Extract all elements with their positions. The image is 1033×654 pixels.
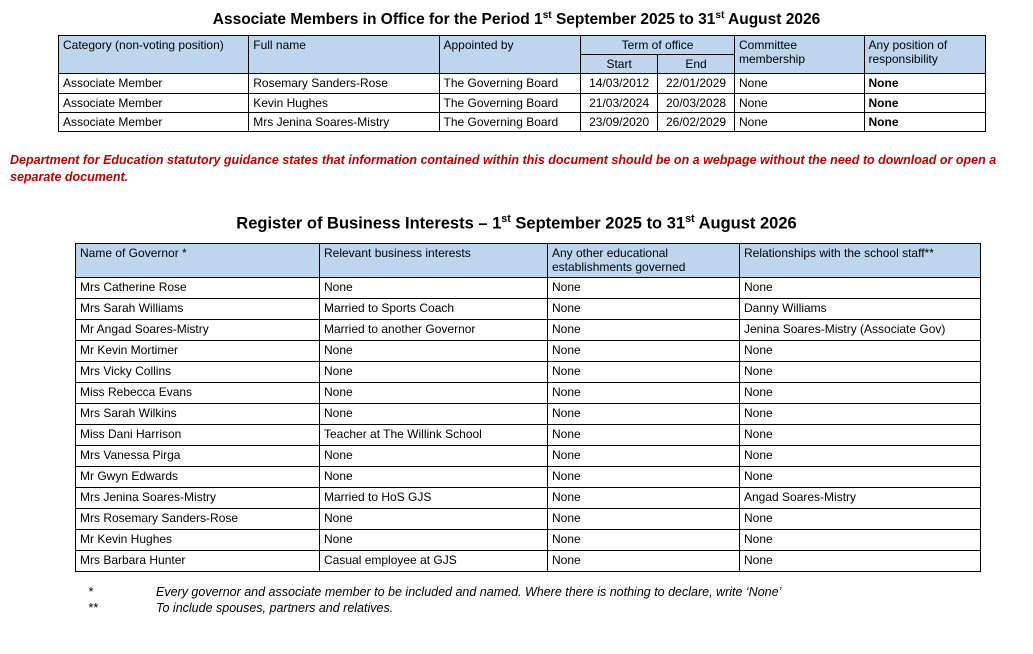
cell-governor: Miss Rebecca Evans	[76, 382, 320, 403]
column-header-governor-name: Name of Governor *	[76, 244, 320, 277]
footnote-marker: **	[88, 601, 98, 616]
cell-establishments: None	[548, 298, 740, 319]
cell-start: 14/03/2012	[581, 74, 658, 93]
cell-relationships: None	[740, 424, 981, 445]
column-header-establishments-governed: Any other educational establishments governed	[548, 244, 740, 277]
cell-category: Associate Member	[59, 74, 249, 93]
cell-interests: Married to Sports Coach	[320, 298, 548, 319]
column-header-end: End	[658, 55, 735, 74]
cell-establishments: None	[548, 529, 740, 550]
business-interests-table	[75, 243, 981, 571]
footnote-item	[88, 600, 1033, 617]
cell-governor: Mrs Sarah Williams	[76, 298, 320, 319]
cell-governor: Mr Kevin Hughes	[76, 529, 320, 550]
cell-establishments: None	[548, 277, 740, 298]
cell-appointed-by: The Governing Board	[439, 112, 581, 131]
column-header-business-interests: Relevant business interests	[320, 244, 548, 277]
cell-relationships: None	[740, 466, 981, 487]
register-title-part-1: Register of Business Interests – 1	[236, 214, 502, 233]
table-row	[76, 445, 981, 466]
cell-governor: Mrs Vicky Collins	[76, 361, 320, 382]
table-row	[76, 382, 981, 403]
table-header-row	[59, 36, 986, 55]
cell-interests: None	[320, 277, 548, 298]
cell-interests: None	[320, 508, 548, 529]
table-row	[76, 424, 981, 445]
cell-establishments: None	[548, 487, 740, 508]
cell-end: 22/01/2029	[658, 74, 735, 93]
table-row	[76, 466, 981, 487]
cell-governor: Mr Gwyn Edwards	[76, 466, 320, 487]
cell-governor: Mrs Jenina Soares-Mistry	[76, 487, 320, 508]
register-title-part-2: September 2025 to 31	[510, 214, 686, 233]
cell-relationships: Angad Soares-Mistry	[740, 487, 981, 508]
column-header-category: Category (non-voting position)	[59, 36, 249, 74]
cell-establishments: None	[548, 319, 740, 340]
cell-establishments: None	[548, 424, 740, 445]
cell-full-name: Rosemary Sanders-Rose	[249, 74, 439, 93]
cell-relationships: None	[740, 361, 981, 382]
cell-committee: None	[734, 74, 864, 93]
cell-establishments: None	[548, 508, 740, 529]
cell-start: 21/03/2024	[581, 93, 658, 112]
cell-full-name: Kevin Hughes	[249, 93, 439, 112]
associate-members-table	[58, 35, 986, 132]
column-header-committee-membership: Committee membership	[734, 36, 864, 74]
cell-end: 20/03/2028	[658, 93, 735, 112]
cell-interests: Married to HoS GJS	[320, 487, 548, 508]
cell-establishments: None	[548, 403, 740, 424]
cell-interests: None	[320, 340, 548, 361]
cell-relationships: None	[740, 529, 981, 550]
table-row	[76, 277, 981, 298]
page-title-sup-1: st	[542, 10, 552, 21]
table-row	[76, 340, 981, 361]
cell-establishments: None	[548, 382, 740, 403]
cell-relationships: Danny Williams	[740, 298, 981, 319]
cell-category: Associate Member	[59, 93, 249, 112]
cell-governor: Mrs Sarah Wilkins	[76, 403, 320, 424]
cell-establishments: None	[548, 466, 740, 487]
cell-full-name: Mrs Jenina Soares-Mistry	[249, 112, 439, 131]
cell-interests: None	[320, 529, 548, 550]
page-title-sup-2: st	[715, 10, 725, 21]
footnote-item	[88, 584, 1033, 601]
page-title	[0, 0, 1033, 35]
cell-responsibility: None	[864, 74, 985, 93]
cell-end: 26/02/2029	[658, 112, 735, 131]
cell-interests: None	[320, 466, 548, 487]
cell-governor: Mrs Vanessa Pirga	[76, 445, 320, 466]
associate-members-table-wrapper	[0, 35, 1033, 132]
cell-relationships: None	[740, 277, 981, 298]
footnote-marker: *	[88, 584, 93, 599]
cell-relationships: None	[740, 550, 981, 571]
cell-relationships: None	[740, 382, 981, 403]
column-header-full-name: Full name	[249, 36, 439, 74]
footnote-text: Every governor and associate member to be included and named. Where there is nothing to declare, write ‘None’	[156, 584, 782, 599]
table-row	[76, 487, 981, 508]
cell-relationships: Jenina Soares-Mistry (Associate Gov)	[740, 319, 981, 340]
table-row	[76, 508, 981, 529]
cell-governor: Mr Kevin Mortimer	[76, 340, 320, 361]
table-row	[59, 74, 986, 93]
cell-start: 23/09/2020	[581, 112, 658, 131]
cell-establishments: None	[548, 550, 740, 571]
cell-category: Associate Member	[59, 112, 249, 131]
table-row	[76, 319, 981, 340]
register-title-part-3: August 2026	[694, 214, 797, 233]
business-interests-table-wrapper	[0, 243, 1033, 571]
cell-appointed-by: The Governing Board	[439, 74, 581, 93]
statutory-guidance-notice: Department for Education statutory guidance states that information contained within this document should be on a webpage without the need to download or open a separate document.	[10, 153, 997, 185]
cell-governor: Mrs Barbara Hunter	[76, 550, 320, 571]
register-title	[0, 199, 1033, 244]
register-title-sup-2: st	[685, 212, 695, 225]
cell-interests: Married to another Governor	[320, 319, 548, 340]
register-title-sup-1: st	[501, 212, 511, 225]
column-header-staff-relationships: Relationships with the school staff**	[740, 244, 981, 277]
page-title-part-2: September 2025 to 31	[551, 11, 716, 29]
cell-committee: None	[734, 93, 864, 112]
cell-relationships: None	[740, 340, 981, 361]
column-header-start: Start	[581, 55, 658, 74]
footnotes	[0, 572, 1033, 618]
table-row	[76, 361, 981, 382]
cell-governor: Mrs Rosemary Sanders-Rose	[76, 508, 320, 529]
page-title-part-3: August 2026	[724, 11, 821, 29]
table-row	[76, 298, 981, 319]
cell-interests: Teacher at The Willink School	[320, 424, 548, 445]
cell-committee: None	[734, 112, 864, 131]
table-row	[76, 529, 981, 550]
cell-establishments: None	[548, 361, 740, 382]
cell-interests: None	[320, 403, 548, 424]
column-header-position-of-responsibility: Any position of responsibility	[864, 36, 985, 74]
column-header-appointed-by: Appointed by	[439, 36, 581, 74]
cell-governor: Miss Dani Harrison	[76, 424, 320, 445]
table-header-row	[76, 244, 981, 277]
cell-interests: None	[320, 382, 548, 403]
cell-interests: Casual employee at GJS	[320, 550, 548, 571]
cell-establishments: None	[548, 445, 740, 466]
cell-governor: Mr Angad Soares-Mistry	[76, 319, 320, 340]
cell-interests: None	[320, 361, 548, 382]
column-header-term-of-office: Term of office	[581, 36, 735, 55]
cell-appointed-by: The Governing Board	[439, 93, 581, 112]
cell-responsibility: None	[864, 112, 985, 131]
cell-relationships: None	[740, 508, 981, 529]
table-row	[76, 550, 981, 571]
cell-relationships: None	[740, 445, 981, 466]
table-row	[76, 403, 981, 424]
table-row	[59, 112, 986, 131]
footnote-text: To include spouses, partners and relatives.	[156, 601, 394, 616]
cell-establishments: None	[548, 340, 740, 361]
cell-responsibility: None	[864, 93, 985, 112]
cell-interests: None	[320, 445, 548, 466]
cell-governor: Mrs Catherine Rose	[76, 277, 320, 298]
cell-relationships: None	[740, 403, 981, 424]
table-row	[59, 93, 986, 112]
page-title-part-1: Associate Members in Office for the Period 1	[212, 11, 543, 29]
